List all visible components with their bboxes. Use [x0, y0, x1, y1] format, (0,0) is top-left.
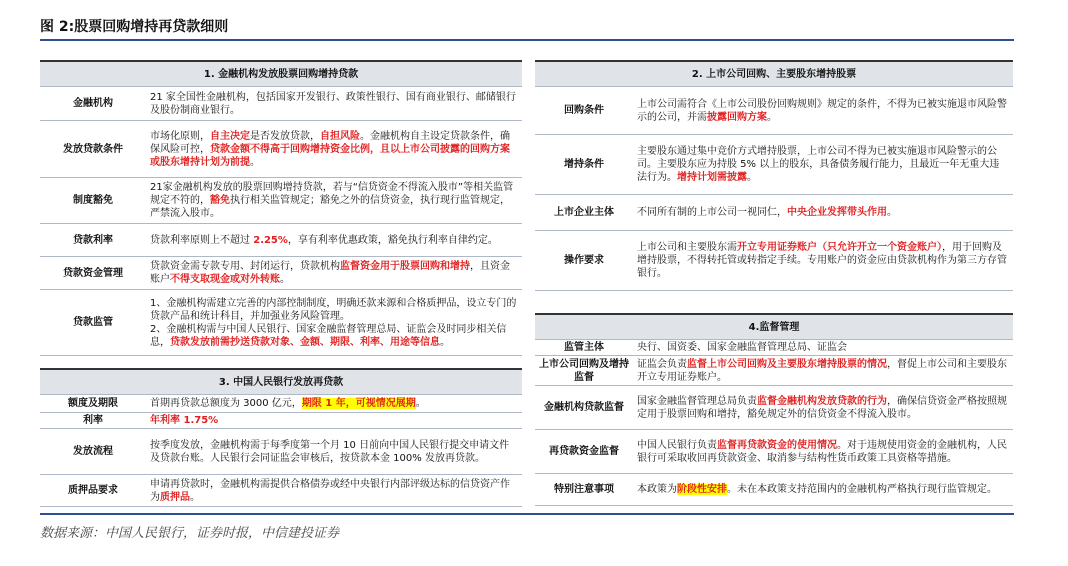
s1-row: [40, 224, 522, 257]
body-text: 。: [887, 207, 897, 218]
s1-row: [40, 290, 522, 356]
s3-row: [40, 475, 522, 507]
s1-row: [40, 257, 522, 290]
body-text: 不同所有制的上市公司一视同仁，: [637, 207, 787, 218]
body-text: 1、金融机构需建立完善的内部控制制度，明确还款来源和合格质押品，设立专门的贷款产品和统计科目，并加强业务风险管理。 2、金融机构需与中国人民银行、国家金融监督管理总局、证监会及时同步相关信息，: [150, 297, 517, 348]
row-content: [146, 475, 522, 507]
body-text: 市场化原则，: [150, 130, 210, 142]
body-text: 。: [280, 274, 290, 285]
body-text: 。: [250, 156, 260, 168]
body-text: 执行相关监管规定；豁免之外的信贷资金，执行现行监管规定，严禁流入股市。: [150, 195, 510, 219]
body-text: 首期再贷款总额度为 3000 亿元，: [150, 398, 302, 409]
row-label: 发放贷款条件: [40, 121, 146, 178]
row-content: [146, 413, 522, 429]
row-label: 金融机构: [40, 87, 146, 121]
highlighted-text: 2.25%: [253, 234, 288, 246]
s1-row: [40, 121, 522, 178]
row-content: [146, 290, 522, 356]
section-4-table: [535, 313, 1013, 506]
row-content: [633, 430, 1013, 474]
figure-title: 图 2:股票回购增持再贷款细则: [40, 19, 229, 35]
body-text: 21家金融机构发放的股票回购增持贷款，若与“信贷资金不得流入股市”等相关监管规定不符的，: [150, 182, 514, 206]
row-label: 上市企业主体: [535, 195, 633, 231]
row-content: [633, 135, 1013, 195]
body-text: 贷款资金需专款专用、封闭运行，贷款机构: [150, 261, 340, 272]
row-label: 制度豁免: [40, 178, 146, 224]
body-text: 。: [767, 111, 777, 123]
highlighted-text: 监督上市公司回购及主要股东增持股票的情况: [687, 358, 887, 370]
highlighted-text: 年利率 1.75%: [150, 415, 219, 426]
section-3-header: 3. 中国人民银行发放再贷款: [40, 369, 522, 395]
body-text: 证监会负责: [637, 358, 687, 370]
body-text: ，确保信贷资金严格按照规定用于股票回购和增持，豁免规定外的信贷资金不得流入股市。: [637, 395, 1007, 420]
body-text: 。未在本政策支持范围内的金融机构严格执行现行监管规定。: [727, 484, 997, 495]
row-content: [633, 386, 1013, 430]
highlighted-text: 贷款发放前需抄送贷款对象、金额、期限、利率、用途等信息: [170, 336, 440, 348]
body-text: 。对于违规使用资金的金融机构，人民银行可采取收回再贷款资金、取消参与结构性货币政策工具资格等措施。: [637, 439, 1007, 464]
section-2-table: [535, 60, 1013, 291]
body-text: 国家金融监督管理总局负责: [637, 395, 757, 407]
s1-row: [40, 178, 522, 224]
row-label: 贷款资金管理: [40, 257, 146, 290]
row-content: [146, 121, 522, 178]
body-text: ，督促上市公司和主要股东开立专用证券账户。: [637, 358, 1007, 383]
row-label: 质押品要求: [40, 475, 146, 507]
s1-row: [40, 87, 522, 121]
row-content: [633, 87, 1013, 135]
s4-row: [535, 430, 1013, 474]
body-text: 。金融机构自主设定贷款条件，确保风险可控，: [150, 130, 510, 155]
body-text: 。: [440, 336, 450, 348]
s2-row: [535, 231, 1013, 291]
s2-row: [535, 195, 1013, 231]
body-text: 贷款利率原则上不超过: [150, 234, 254, 246]
row-content: [633, 356, 1013, 386]
row-content: [633, 231, 1013, 291]
highlighted-text: 质押品: [160, 491, 190, 503]
row-content: [633, 195, 1013, 231]
row-label: 监管主体: [535, 340, 633, 356]
highlighted-text: 自主决定: [210, 130, 250, 142]
row-label: 贷款监管: [40, 290, 146, 356]
body-text: ，用于回购及增持股票，不得转托管或转指定手续。专用账户的资金应由贷款机构作为第三方存管银行。: [637, 242, 1007, 279]
section-4-header: 4.监督管理: [535, 314, 1013, 340]
body-text: 上市公司和主要股东需: [637, 242, 737, 253]
body-text: 。: [190, 491, 200, 503]
row-label: 上市公司回购及增持监督: [535, 356, 633, 386]
section-1-header: 1. 金融机构发放股票回购增持贷款: [40, 61, 522, 87]
s2-row: [535, 87, 1013, 135]
row-content: [146, 224, 522, 257]
body-text: 本政策为: [637, 484, 677, 495]
highlighted-text: 贷款金额不得高于回购增持资金比例，且以上市公司披露的回购方案或股东增持计划为前提: [150, 143, 510, 168]
s3-row: [40, 395, 522, 413]
section-3-table: [40, 368, 522, 507]
s4-row: [535, 356, 1013, 386]
body-text: 上市公司需符合《上市公司股份回购规则》规定的条件，不得为已被实施退市风险警示的公司，并需: [637, 98, 1007, 123]
row-content: [146, 257, 522, 290]
s4-row: [535, 340, 1013, 356]
highlighted-text: 不得支取现金或对外转账: [170, 274, 280, 285]
body-text: 。: [415, 398, 426, 409]
row-label: 贷款利率: [40, 224, 146, 257]
row-label: 利率: [40, 413, 146, 429]
s3-row: [40, 429, 522, 475]
highlighted-text: 监督金融机构发放贷款的行为: [757, 395, 887, 407]
s4-row: [535, 474, 1013, 506]
row-label: 特别注意事项: [535, 474, 633, 506]
row-content: [146, 87, 522, 121]
body-text: ，享有利率优惠政策，豁免执行利率自律约定。: [287, 234, 498, 246]
body-text: 。: [747, 172, 757, 183]
source-note: 数据来源：中国人民银行，证券时报，中信建投证券: [40, 526, 340, 541]
s4-row: [535, 386, 1013, 430]
row-content: [146, 429, 522, 475]
s2-row: [535, 135, 1013, 195]
body-text: 主要股东通过集中竞价方式增持股票，上市公司不得为已被实施退市风险警示的公司。主要股东应为持股 5% 以上的股东，具备债务履行能力，且最近一年无重大违法行为。: [637, 146, 1000, 183]
highlighted-text: 豁免: [210, 195, 230, 206]
highlighted-text: 增持计划需披露: [677, 172, 747, 183]
row-content: [633, 340, 1013, 356]
body-text: 21 家全国性金融机构，包括国家开发银行、政策性银行、国有商业银行、邮储银行及股份制商业银行。: [150, 91, 516, 116]
row-content: [146, 395, 522, 413]
body-text: 是否发放贷款，: [250, 130, 320, 142]
body-text: ，且资金账户: [150, 261, 510, 285]
body-text: 申请再贷款时，金融机构需提供合格债券或经中央银行内部评级达标的信贷资产作为: [150, 478, 510, 503]
s3-row: [40, 413, 522, 429]
section-2-header: 2. 上市公司回购、主要股东增持股票: [535, 61, 1013, 87]
highlighted-text: 披露回购方案: [707, 111, 767, 123]
row-content: [633, 474, 1013, 506]
row-label: 回购条件: [535, 87, 633, 135]
body-text: 按季度发放，金融机构需于每季度第一个月 10 日前向中国人民银行提交申请文件及贷款台账。人民银行会同证监会审核后，按贷款本金 100% 发放再贷款。: [150, 439, 510, 464]
row-label: 金融机构贷款监督: [535, 386, 633, 430]
section-1-table: [40, 60, 522, 356]
row-label: 发放流程: [40, 429, 146, 475]
highlighted-text: 开立专用证券账户（只允许开立一个资金账户）: [737, 242, 942, 253]
highlighted-text: 中央企业发挥带头作用: [787, 207, 887, 218]
row-content: [146, 178, 522, 224]
highlighted-text: 期限 1 年，可视情况展期: [301, 398, 416, 409]
body-text: 央行、国资委、国家金融监督管理总局、证监会: [637, 342, 847, 353]
bottom-divider: [40, 513, 1014, 515]
highlighted-text: 监督再贷款资金的使用情况: [717, 439, 837, 451]
row-label: 再贷款资金监督: [535, 430, 633, 474]
row-label: 增持条件: [535, 135, 633, 195]
highlighted-text: 监督资金用于股票回购和增持: [340, 261, 470, 272]
title-divider: [40, 39, 1014, 41]
row-label: 操作要求: [535, 231, 633, 291]
highlighted-text: 阶段性安排: [677, 484, 727, 495]
body-text: 中国人民银行负责: [637, 439, 717, 451]
row-label: 额度及期限: [40, 395, 146, 413]
highlighted-text: 自担风险: [320, 130, 360, 142]
